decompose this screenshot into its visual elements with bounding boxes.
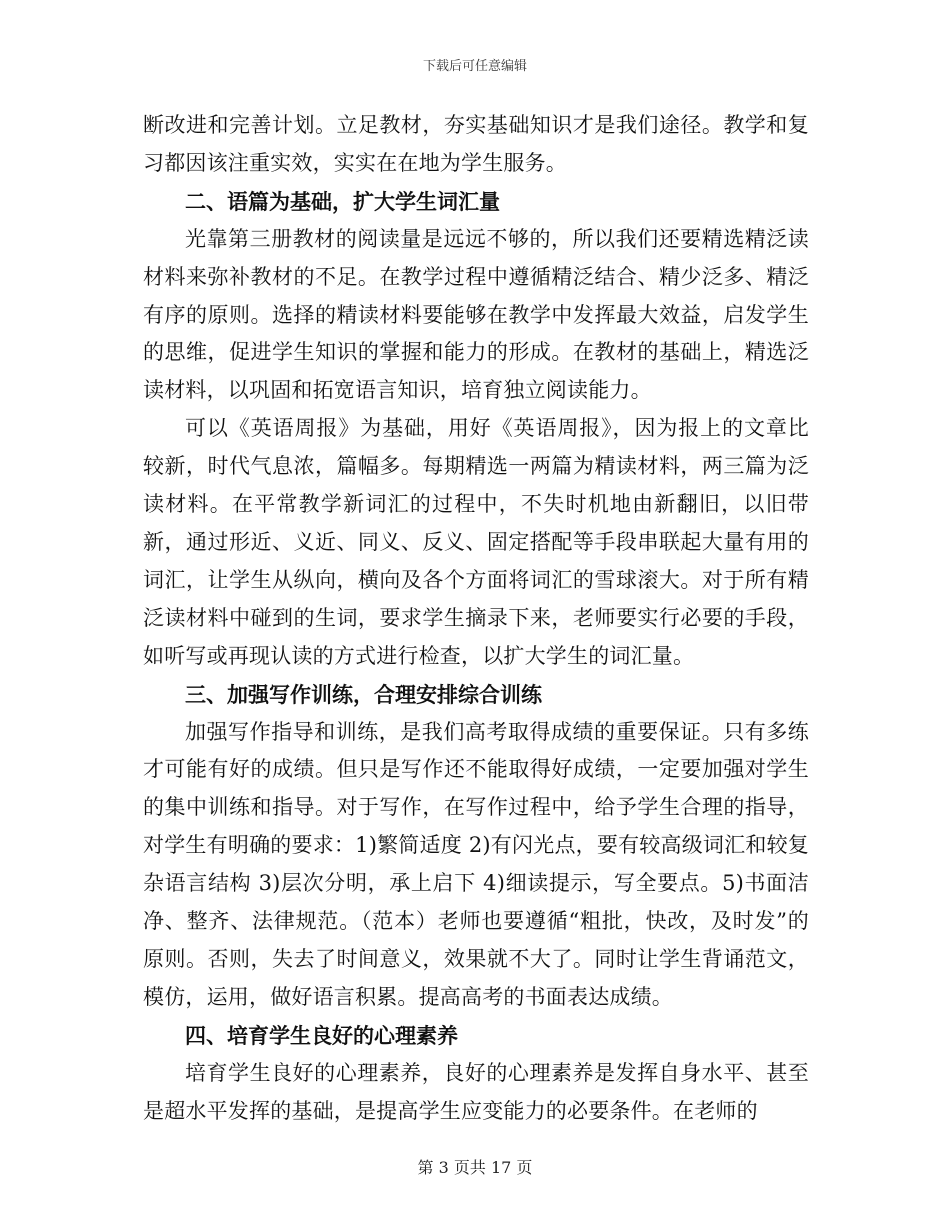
- section-heading-3: 三、加强写作训练，合理安排综合训练: [185, 681, 542, 707]
- paragraph-continuation: 断改进和完善计划。立足教材，夯实基础知识才是我们途径。教学和复习都因该注重实效，实实在在地为学生服务。: [143, 113, 809, 175]
- paragraph-english-weekly: 可以《英语周报》为基础，用好《英语周报》，因为报上的文章比较新，时代气息浓，篇幅多。每期精选一两篇为精读材料，两三篇为泛读材料。在平常教学新词汇的过程中，不失时机地由新翻旧，以旧带新，通过形近、义近、同义、反义、固定搭配等手段串联起大量有用的词汇，让学生从纵向，横向及各个方面将词汇的雪球滚大。对于所有精泛读材料中碰到的生词，要求学生摘录下来，老师要实行必要的手段，如听写或再现认读的方式进行检查，以扩大学生的词汇量。: [143, 416, 809, 668]
- document-body: [143, 107, 809, 1130]
- paragraph-psychology: 培育学生良好的心理素养，良好的心理素养是发挥自身水平、甚至是超水平发挥的基础，是提高学生应变能力的必要条件。在老师的: [143, 1060, 809, 1123]
- page-header: 下载后可任意编辑: [422, 59, 527, 74]
- paragraph-reading-materials: 光靠第三册教材的阅读量是远远不够的，所以我们还要精选精泛读材料来弥补教材的不足。在教学过程中遵循精泛结合、精少泛多、精泛有序的原则。选择的精读材料要能够在教学中发挥最大效益，启发学生的思维，促进学生知识的掌握和能力的形成。在教材的基础上，精选泛读材料，以巩固和拓宽语言知识，培育独立阅读能力。: [143, 226, 809, 403]
- page-footer: 第 3 页共 17 页: [417, 1158, 533, 1177]
- section-heading-2: 二、语篇为基础，扩大学生词汇量: [185, 188, 500, 214]
- paragraph-writing-training: 加强写作指导和训练，是我们高考取得成绩的重要保证。只有多练才可能有好的成绩。但只是写作还不能取得好成绩，一定要加强对学生的集中训练和指导。对于写作，在写作过程中，给予学生合理的指导，对学生有明确的要求：1)繁简适度 2)有闪光点，要有较高级词汇和较复杂语言结构 3)层次分明，承上启下 4)细读提示，写全要点。5)书面洁净、整齐、法律规范。（范本）老师也要遵循“粗批，快改，及时发”的原则。否则，失去了时间意义，效果就不大了。同时让学生背诵范文，模仿，运用，做好语言积累。提高高考的书面表达成绩。: [143, 719, 809, 1009]
- section-heading-4: 四、培育学生良好的心理素养: [185, 1022, 458, 1048]
